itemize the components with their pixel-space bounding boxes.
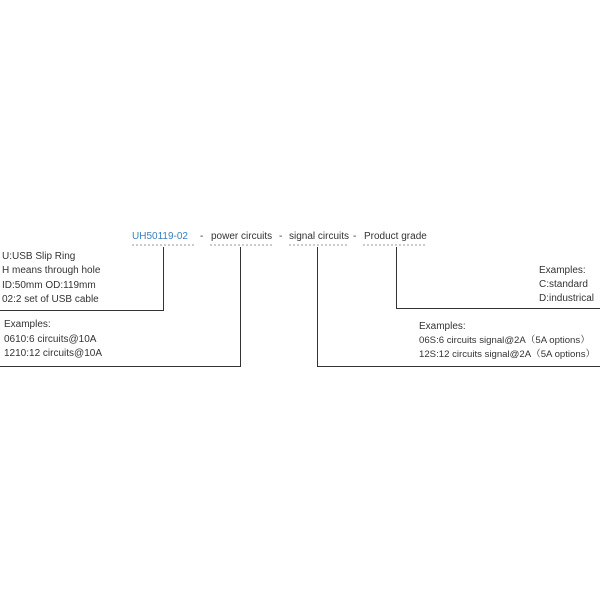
model-note-line: ID:50mm OD:119mm <box>2 280 96 291</box>
power-circuits-label: power circuits <box>211 231 273 242</box>
separator-2: - <box>279 231 283 242</box>
separator-1: - <box>200 231 204 242</box>
power-examples-title: Examples: <box>4 319 51 330</box>
model-note-line: 02:2 set of USB cable <box>2 294 99 305</box>
separator-3: - <box>353 231 357 242</box>
product-grade-label: Product grade <box>364 231 427 242</box>
signal-examples-title: Examples: <box>419 321 466 332</box>
signal-circuits-label: signal circuits <box>289 231 350 242</box>
model-note-line: H means through hole <box>2 265 101 276</box>
grade-examples-title: Examples: <box>539 265 586 276</box>
model-code: UH50119-02 <box>132 231 188 242</box>
grade-example-line: D:industrical <box>539 293 595 304</box>
power-example-line: 0610:6 circuits@10A <box>4 334 97 345</box>
signal-example-line: 12S:12 circuits signal@2A（5A options） <box>419 349 596 360</box>
power-example-line: 1210:12 circuits@10A <box>4 348 102 359</box>
model-note-line: U:USB Slip Ring <box>2 251 76 262</box>
grade-example-line: C:standard <box>539 279 588 290</box>
signal-example-line: 06S:6 circuits signal@2A（5A options） <box>419 335 590 346</box>
